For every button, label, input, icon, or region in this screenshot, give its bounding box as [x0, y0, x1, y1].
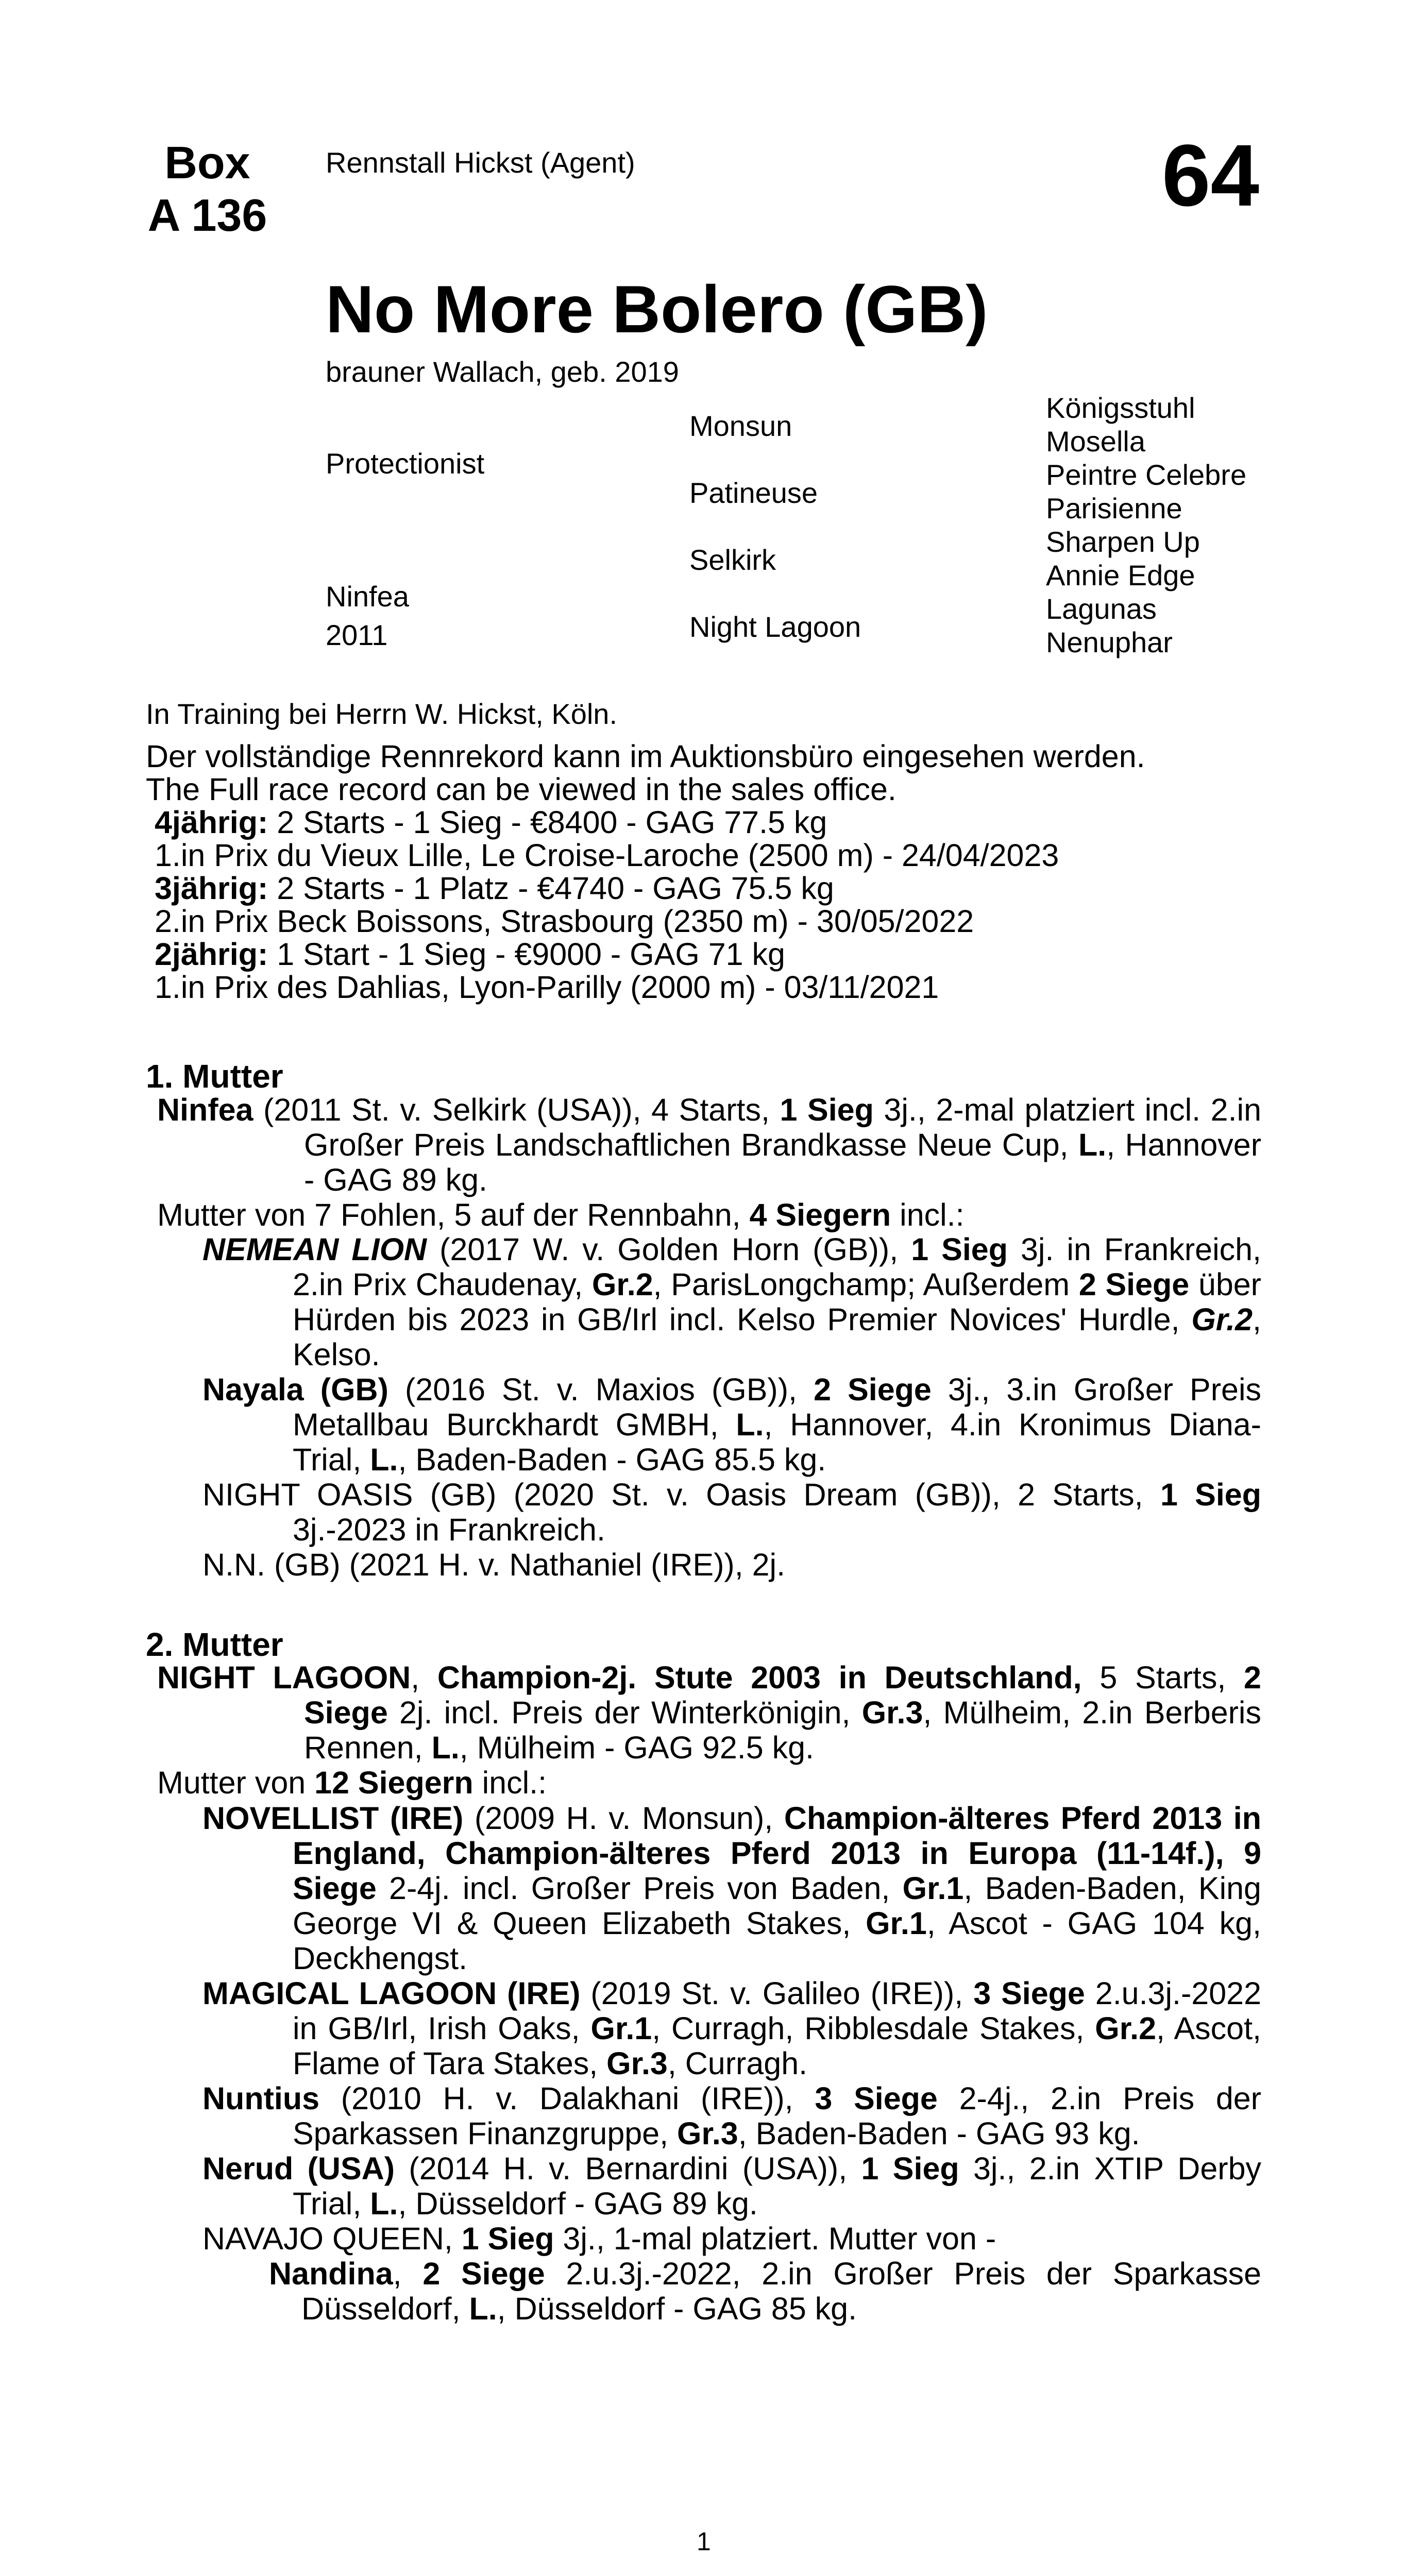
record-3yo-race: 2.in Prix Beck Boissons, Strasbourg (2350 m) - 30/05/2022: [155, 904, 974, 939]
horse-name: No More Bolero (GB): [326, 272, 988, 347]
dam2-foal-nerud: Nerud (USA) (2014 H. v. Bernardini (USA)), 1 Sieg 3j., 2.in XTIP Derby Trial, L., Düsseldorf - GAG 89 kg.: [202, 2151, 1261, 2221]
dam2-produce: Mutter von 12 Siegern incl.:: [157, 1765, 547, 1800]
box-line-2: A 136: [147, 190, 267, 241]
pedigree-dam: Ninfea: [326, 580, 409, 613]
pedigree-ggp: Sharpen Up: [1046, 526, 1200, 558]
record-3yo-stats: 2 Starts - 1 Platz - €4740 - GAG 75.5 kg: [268, 871, 834, 906]
dam1-foal-night-oasis: NIGHT OASIS (GB) (2020 St. v. Oasis Dream (GB)), 2 Starts, 1 Sieg 3j.-2023 in Frankreich.: [202, 1477, 1261, 1547]
pedigree-dam-sire: Selkirk: [689, 544, 776, 576]
dam2-grandfoal-nandina: Nandina, 2 Siege 2.u.3j.-2022, 2.in Großer Preis der Sparkasse Düsseldorf, L., Düsseldorf - GAG 85 kg.: [269, 2256, 1261, 2326]
race-record: [146, 740, 1261, 1004]
consignor: Rennstall Hickst (Agent): [326, 146, 635, 179]
foal-name: NEMEAN LION: [202, 1232, 427, 1267]
pedigree-ggp: Annie Edge: [1046, 559, 1195, 591]
record-3yo-label: 3jährig:: [155, 871, 268, 906]
pedigree-ggp: Peintre Celebre: [1046, 459, 1247, 491]
record-2yo-race: 1.in Prix des Dahlias, Lyon-Parilly (2000 m) - 03/11/2021: [155, 970, 939, 1005]
training-note: In Training bei Herrn W. Hickst, Köln.: [146, 698, 618, 730]
record-3yo: [146, 872, 1261, 905]
lot-number: 64: [1162, 127, 1260, 225]
pedigree-ggp: Nenuphar: [1046, 626, 1173, 658]
record-4yo-label: 4jährig:: [155, 805, 268, 840]
dam1-name: Ninfea: [157, 1092, 253, 1127]
foal-name: Nandina: [269, 2256, 393, 2291]
record-2yo: [146, 938, 1261, 971]
foal-name: Nayala (GB): [202, 1372, 388, 1407]
dam2-foal-novellist: NOVELLIST (IRE) (2009 H. v. Monsun), Champion-älteres Pferd 2013 in England, Champion-älteres Pferd 2013 in Europa (11-14f.), 9 Siege 2-4j. incl. Großer Preis von Baden, Gr.1, Baden-Baden, King George VI & Queen Elizabeth Stakes, Gr.1, Ascot - GAG 104 kg, Deckhengst.: [202, 1801, 1262, 1976]
foal-name: NOVELLIST (IRE): [202, 1801, 464, 1836]
dam2-foal-navajo-queen: NAVAJO QUEEN, 1 Sieg 3j., 1-mal platziert. Mutter von -: [202, 2221, 996, 2256]
box-line-1: Box: [164, 137, 250, 188]
pedigree-sire-dam: Patineuse: [689, 477, 818, 509]
dam2-name: NIGHT LAGOON: [157, 1660, 411, 1695]
pedigree-dam-year: 2011: [326, 619, 388, 651]
foal-name: Nuntius: [202, 2081, 320, 2116]
pedigree-ggp: Parisienne: [1046, 492, 1182, 524]
horse-description: brauner Wallach, geb. 2019: [326, 355, 679, 388]
record-note-de: Der vollständige Rennrekord kann im Auktionsbüro eingesehen werden.: [146, 739, 1145, 774]
record-4yo: [146, 806, 1261, 839]
foal-name: MAGICAL LAGOON (IRE): [202, 1976, 581, 2011]
record-note-en: The Full race record can be viewed in the sales office.: [146, 772, 896, 807]
pedigree-dam-dam: Night Lagoon: [689, 611, 861, 643]
dam1-foal-nemean-lion: NEMEAN LION (2017 W. v. Golden Horn (GB)), 1 Sieg 3j. in Frankreich, 2.in Prix Chaudenay, Gr.2, ParisLongchamp; Außerdem 2 Siege über Hürden bis 2023 in GB/Irl incl. Kelso Premier Novices' Hurdle, Gr.2, Kelso.: [202, 1232, 1261, 1372]
record-4yo-stats: 2 Starts - 1 Sieg - €8400 - GAG 77.5 kg: [268, 805, 827, 840]
dam1-produce: Mutter von 7 Fohlen, 5 auf der Rennbahn, 4 Siegern incl.:: [157, 1197, 965, 1232]
dam2-heading: 2. Mutter: [146, 1626, 283, 1663]
dam2-entry: NIGHT LAGOON, Champion-2j. Stute 2003 in Deutschland, 5 Starts, 2 Siege 2j. incl. Preis der Winterkönigin, Gr.3, Mülheim, 2.in Berberis Rennen, L., Mülheim - GAG 92.5 kg. Mutter von 12 Siegern incl.:: [157, 1660, 1261, 1800]
record-2yo-stats: 1 Start - 1 Sieg - €9000 - GAG 71 kg: [268, 937, 785, 972]
dam2-foal-magical-lagoon: MAGICAL LAGOON (IRE) (2019 St. v. Galileo (IRE)), 3 Siege 2.u.3j.-2022 in GB/Irl, Irish Oaks, Gr.1, Curragh, Ribblesdale Stakes, Gr.2, Ascot, Flame of Tara Stakes, Gr.3, Curragh.: [202, 1976, 1261, 2081]
dam1-foal-nayala: Nayala (GB) (2016 St. v. Maxios (GB)), 2 Siege 3j., 3.in Großer Preis Metallbau Burckhardt GMBH, L., Hannover, 4.in Kronimus Diana-Trial, L., Baden-Baden - GAG 85.5 kg.: [202, 1372, 1261, 1477]
dam1-foal-nn: N.N. (GB) (2021 H. v. Nathaniel (IRE)), 2j.: [202, 1547, 786, 1582]
record-4yo-race: 1.in Prix du Vieux Lille, Le Croise-Laroche (2500 m) - 24/04/2023: [155, 838, 1059, 873]
dam1-entry: Ninfea (2011 St. v. Selkirk (USA)), 4 Starts, 1 Sieg 3j., 2-mal platziert incl. 2.in Großer Preis Landschaftlichen Brandkasse Neue Cup, L., Hannover - GAG 89 kg. Mutter von 7 Fohlen, 5 auf der Rennbahn, 4 Siegern incl.:: [157, 1092, 1262, 1232]
pedigree-sire: Protectionist: [326, 447, 485, 480]
record-2yo-label: 2jährig:: [155, 937, 268, 972]
pedigree-sire-sire: Monsun: [689, 410, 792, 442]
box-label: [144, 137, 270, 241]
dam1-heading: 1. Mutter: [146, 1058, 283, 1095]
pedigree-ggp: Lagunas: [1046, 592, 1157, 625]
page-number: 1: [697, 2527, 711, 2556]
dam2-foal-nuntius: Nuntius (2010 H. v. Dalakhani (IRE)), 3 Siege 2-4j., 2.in Preis der Sparkassen Finanzgruppe, Gr.3, Baden-Baden - GAG 93 kg.: [202, 2081, 1261, 2151]
pedigree-ggp: Mosella: [1046, 425, 1145, 457]
pedigree-ggp: Königsstuhl: [1046, 392, 1195, 424]
foal-name: Nerud (USA): [202, 2151, 395, 2186]
